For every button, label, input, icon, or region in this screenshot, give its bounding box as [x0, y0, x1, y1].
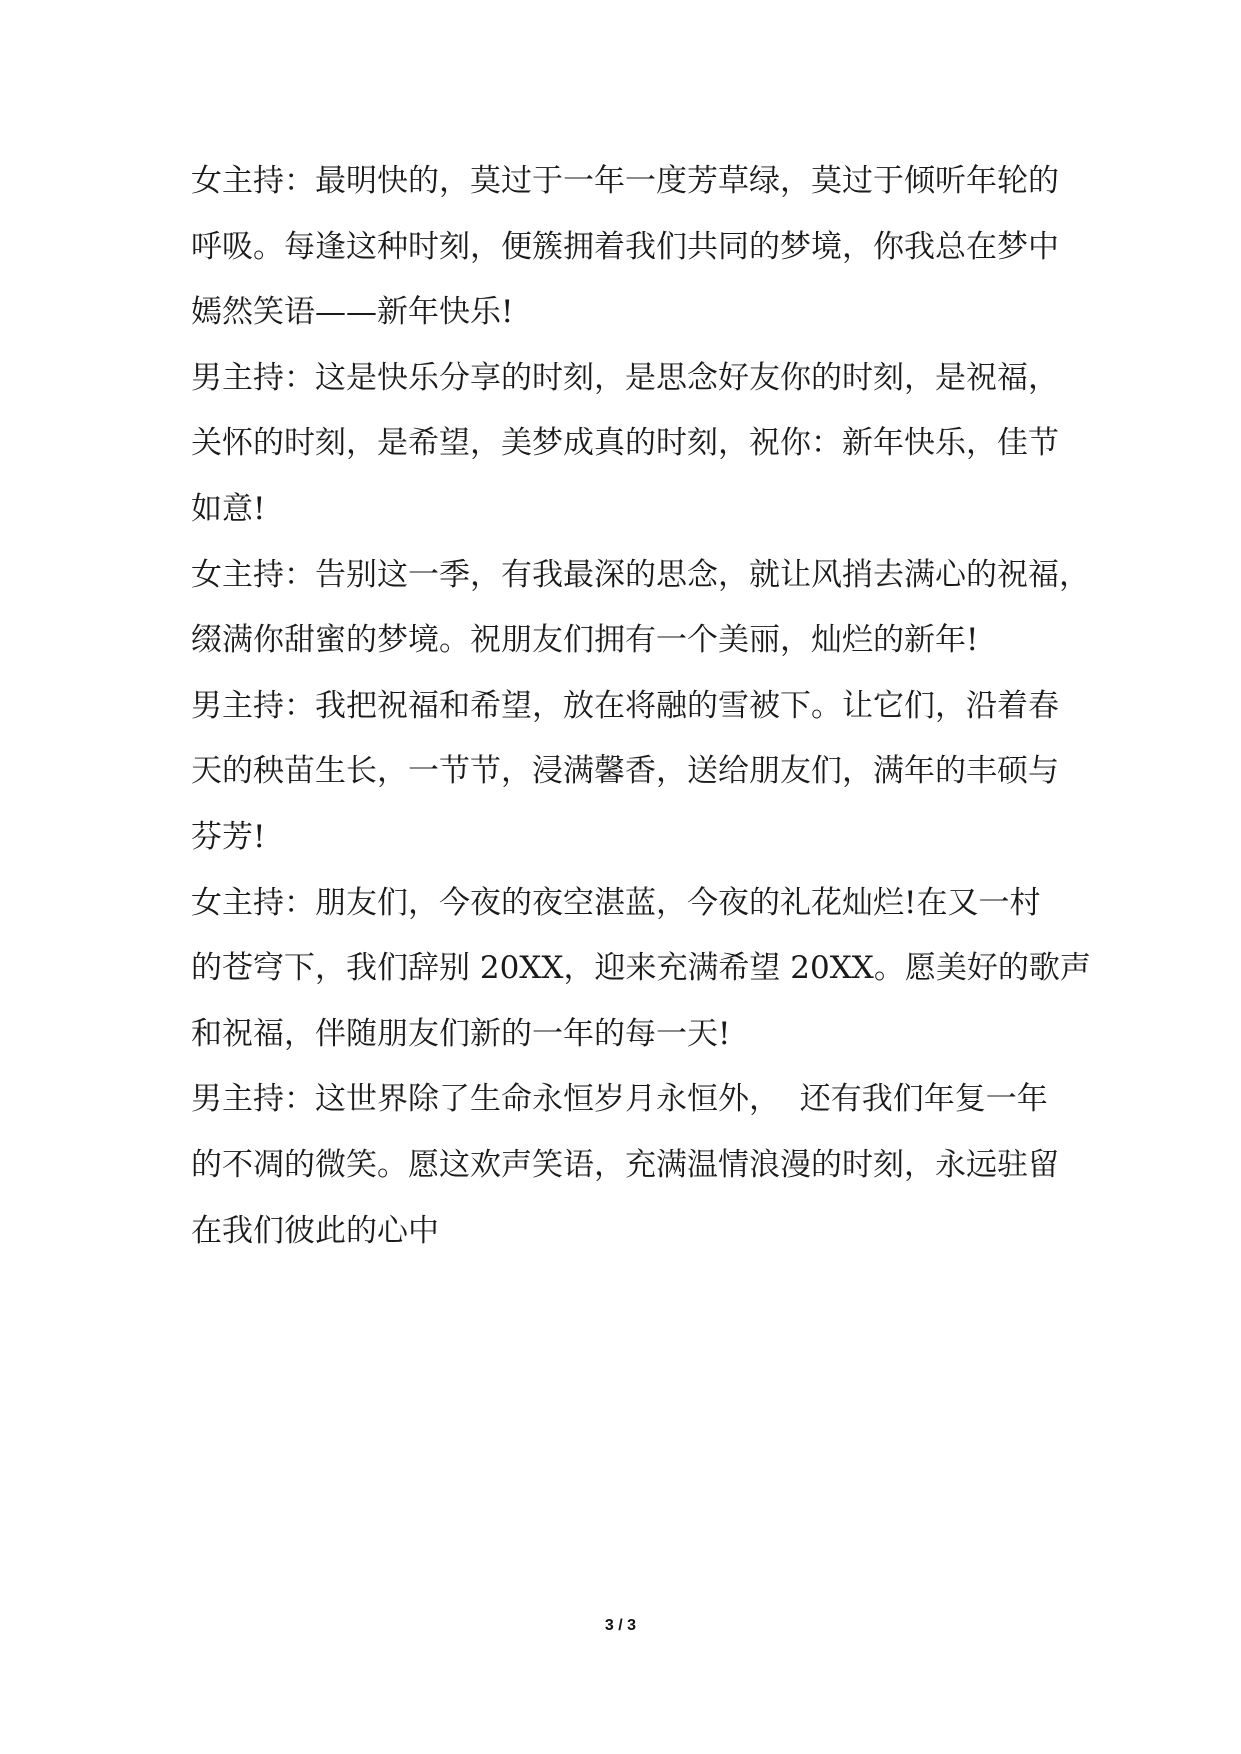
text-line: 嫣然笑语——新年快乐! — [191, 294, 514, 331]
text-line: 关怀的时刻，是希望，美梦成真的时刻，祝你：新年快乐，佳节 — [191, 425, 1059, 462]
text-line: 呼吸。每逢这种时刻，便簇拥着我们共同的梦境，你我总在梦中 — [191, 228, 1059, 265]
text-line: 的不凋的微笑。愿这欢声笑语，充满温情浪漫的时刻，永远驻留 — [191, 1146, 1059, 1183]
text-line: 男主持：这是快乐分享的时刻，是思念好友你的时刻，是祝福， — [191, 359, 1059, 396]
text-line: 缀满你甜蜜的梦境。祝朋友们拥有一个美丽，灿烂的新年! — [191, 622, 979, 659]
text-line: 天的秧苗生长，一节节，浸满馨香，送给朋友们，满年的丰硕与 — [191, 753, 1059, 790]
paragraph-male-host-1 — [191, 346, 1091, 543]
text-line: 的苍穹下，我们辞别 20XX，迎来充满希望 20XX。愿美好的歌声 — [191, 950, 1091, 987]
paragraph-male-host-2 — [191, 674, 1091, 871]
text-line: 和祝福，伴随朋友们新的一年的每一天! — [191, 1015, 731, 1052]
document-body — [191, 149, 1091, 1264]
text-line: 男主持：这世界除了生命永恒岁月永恒外， 还有我们年复一年 — [191, 1081, 1048, 1118]
text-line: 女主持：告别这一季，有我最深的思念，就让风捎去满心的祝福， — [191, 556, 1090, 593]
paragraph-female-host-1 — [191, 149, 1091, 346]
text-line: 芬芳! — [191, 818, 266, 855]
text-line: 男主持：我把祝福和希望，放在将融的雪被下。让它们，沿着春 — [191, 687, 1059, 724]
text-line: 女主持：朋友们，今夜的夜空湛蓝，今夜的礼花灿烂!在又一村 — [191, 884, 1041, 921]
paragraph-female-host-3 — [191, 871, 1091, 1068]
paragraph-male-host-3 — [191, 1067, 1091, 1264]
text-line: 如意! — [191, 490, 266, 527]
page-number: 3 / 3 — [604, 1617, 637, 1634]
text-line: 女主持：最明快的，莫过于一年一度芳草绿，莫过于倾听年轮的 — [191, 163, 1059, 199]
text-line: 在我们彼此的心中 — [191, 1212, 439, 1249]
paragraph-female-host-2 — [191, 543, 1091, 674]
